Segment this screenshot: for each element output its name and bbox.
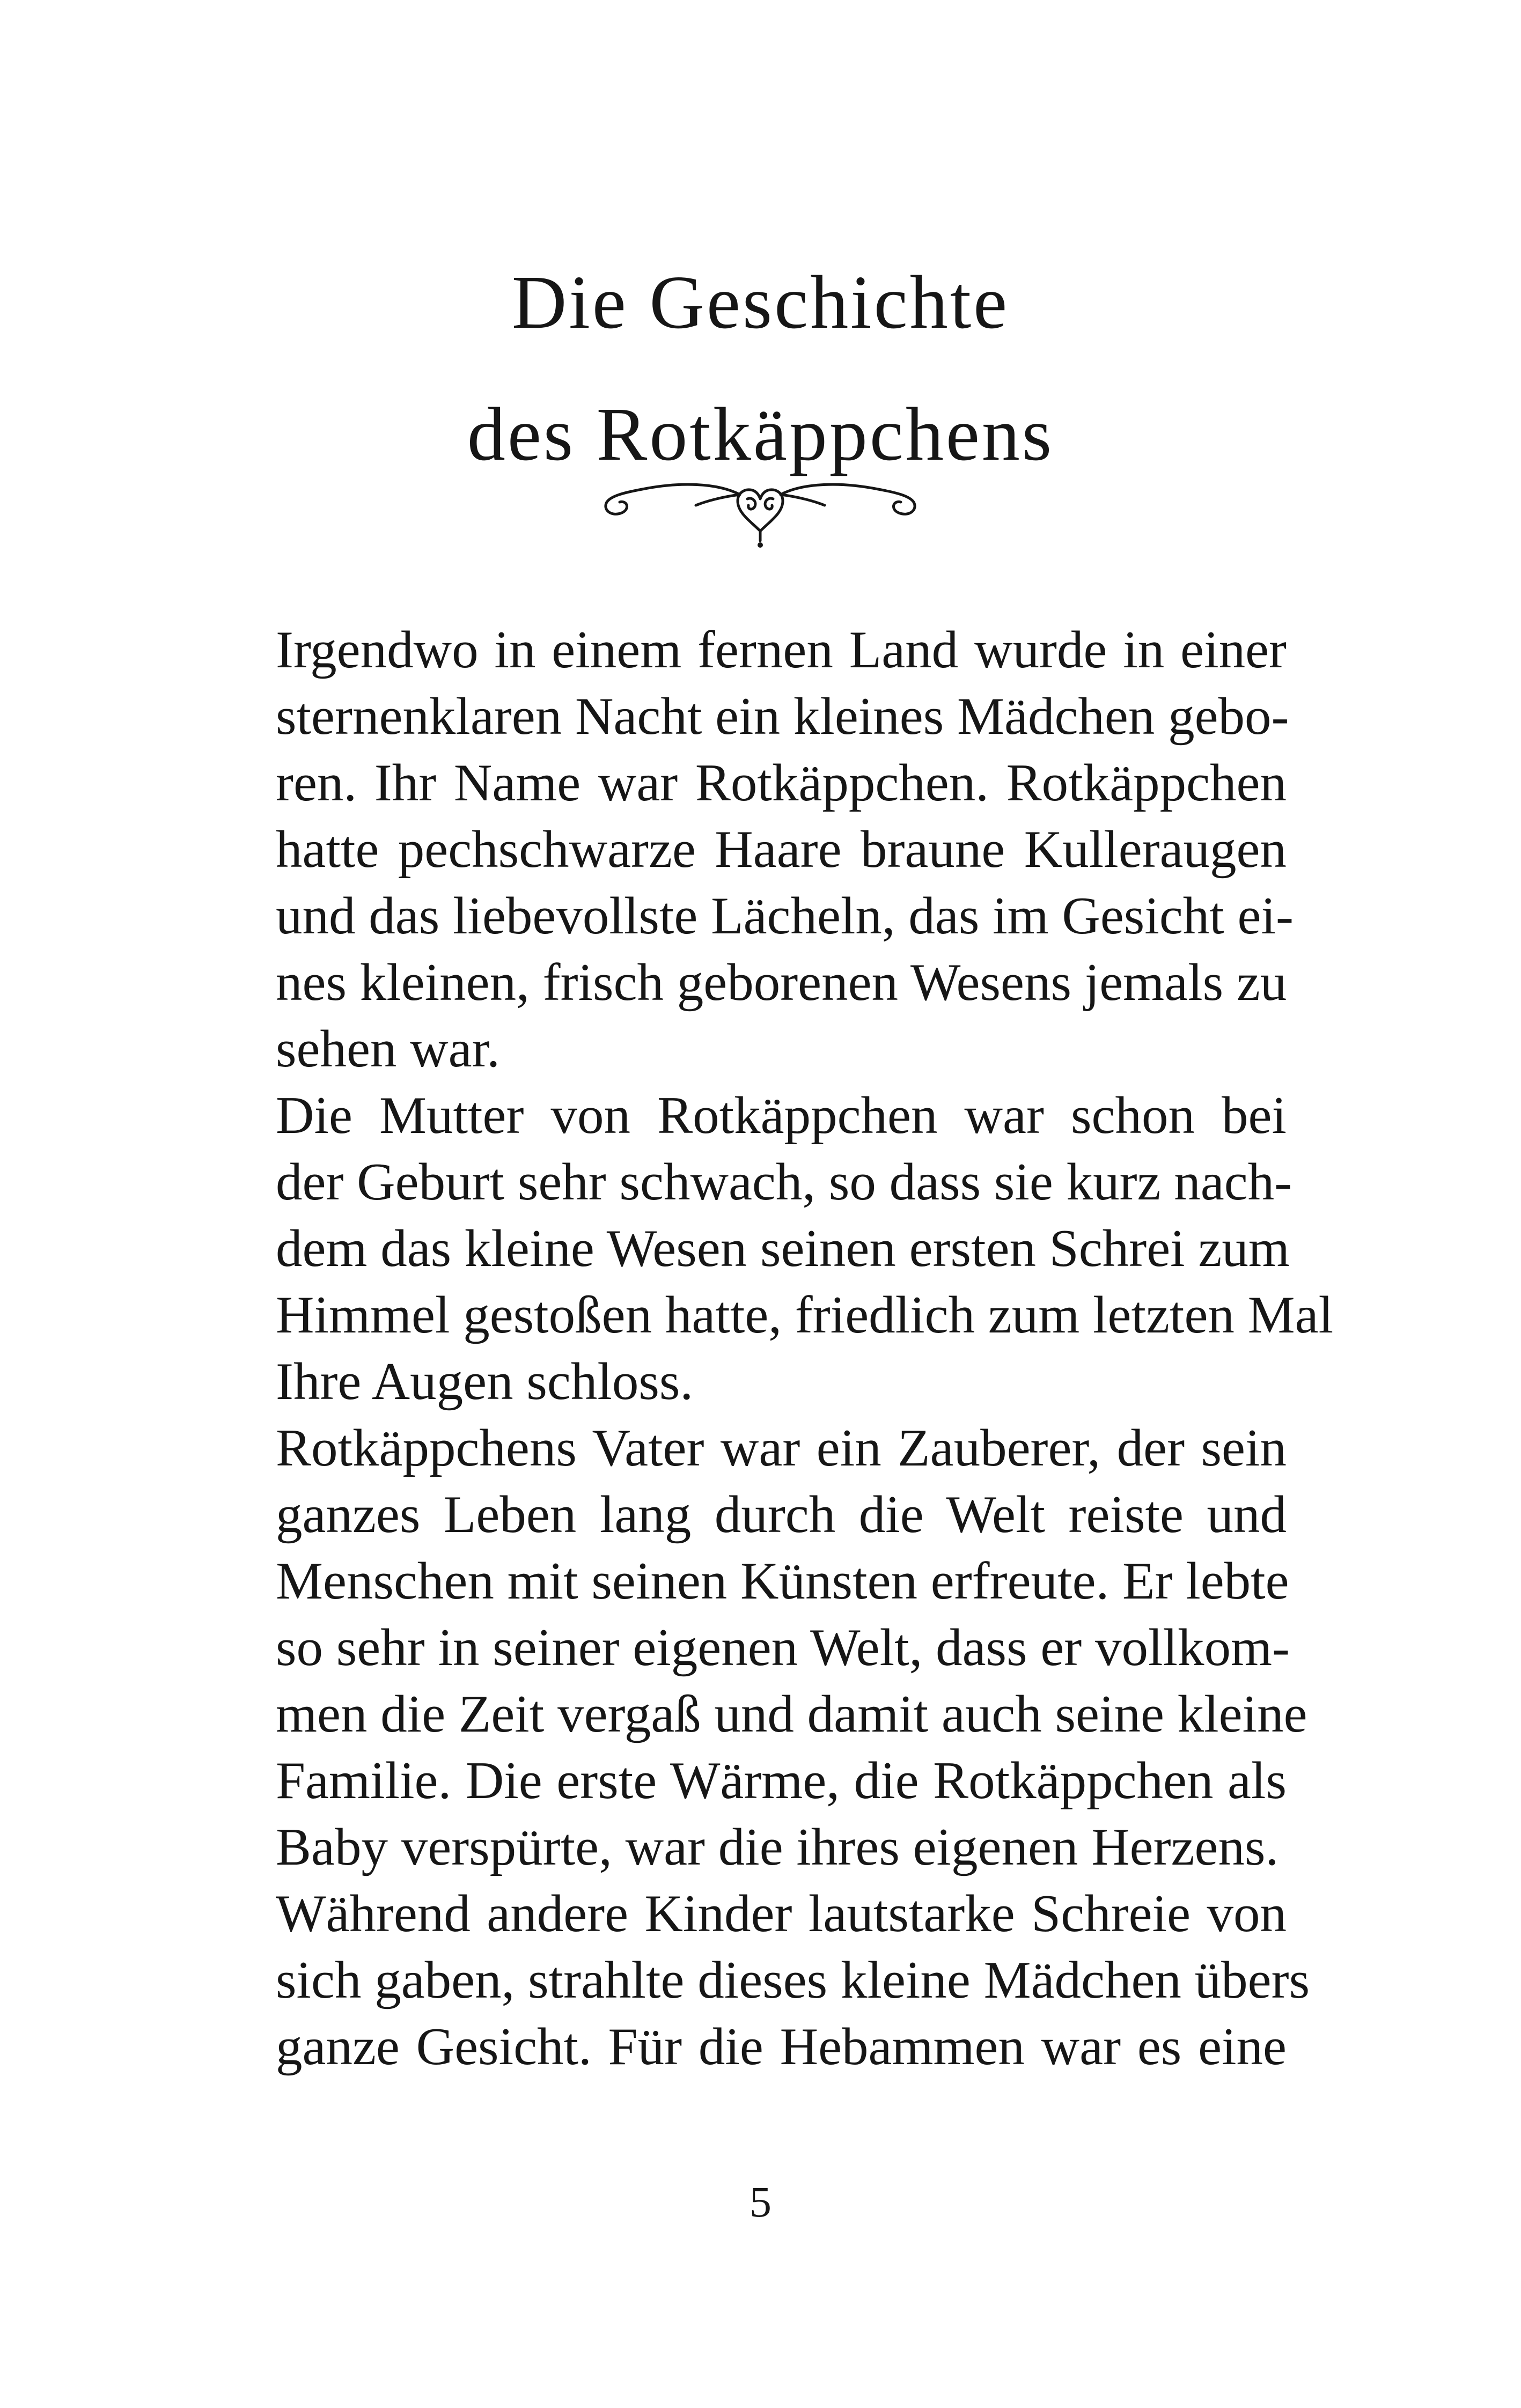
text-line: Irgendwo in einem fernen Land wurde in einer <box>276 621 1287 679</box>
paragraph-3 <box>226 1415 1307 1881</box>
text-line: und das liebevollste Lächeln, das im Gesicht ei- <box>276 887 1294 945</box>
text-line: Während andere Kinder lautstarke Schreie von <box>276 1884 1287 1943</box>
text-line: Ihre Augen schloss. <box>276 1352 694 1411</box>
text-line: Rotkäppchens Vater war ein Zauberer, der sein <box>276 1419 1287 1477</box>
text-line: Familie. Die erste Wärme, die Rotkäppchen als <box>276 1751 1287 1810</box>
text-line: ren. Ihr Name war Rotkäppchen. Rotkäppchen <box>276 754 1287 812</box>
text-line: sternenklaren Nacht ein kleines Mädchen gebo- <box>276 687 1289 746</box>
text-line: nes kleinen, frisch geborenen Wesens jemals zu <box>276 953 1287 1012</box>
paragraph-1 <box>226 617 1294 1083</box>
flourish-heart-divider-icon <box>599 472 921 553</box>
text-line: sehen war. <box>276 1020 500 1078</box>
chapter-title-line-2: des Rotkäppchens <box>467 392 1054 476</box>
chapter-title-line-1: Die Geschichte <box>511 260 1010 344</box>
text-line: dem das kleine Wesen seinen ersten Schrei zum <box>276 1219 1290 1278</box>
text-line: Himmel gestoßen hatte, friedlich zum letzten Mal <box>276 1286 1334 1344</box>
text-line: Baby verspürte, war die ihres eigenen Herzens. <box>276 1818 1279 1876</box>
text-line: ganzes Leben lang durch die Welt reiste und <box>276 1485 1287 1544</box>
chapter-title <box>0 236 1521 500</box>
page-number: 5 <box>750 2177 771 2226</box>
text-line: ganze Gesicht. Für die Hebammen war es eine <box>276 2017 1287 2076</box>
text-line: hatte pechschwarze Haare braune Kulleraugen <box>276 820 1287 879</box>
text-line: men die Zeit vergaß und damit auch seine kleine <box>276 1685 1307 1743</box>
text-line: so sehr in seiner eigenen Welt, dass er vollkom- <box>276 1618 1290 1677</box>
paragraph-4 <box>226 1881 1310 2080</box>
body-text <box>226 617 1334 2080</box>
text-line: der Geburt sehr schwach, so dass sie kurz nach- <box>276 1153 1292 1211</box>
text-line: Die Mutter von Rotkäppchen war schon bei <box>276 1086 1287 1145</box>
text-line: Menschen mit seinen Künsten erfreute. Er lebte <box>276 1552 1289 1610</box>
paragraph-2 <box>226 1083 1334 1415</box>
text-line: sich gaben, strahlte dieses kleine Mädchen übers <box>276 1951 1310 2009</box>
